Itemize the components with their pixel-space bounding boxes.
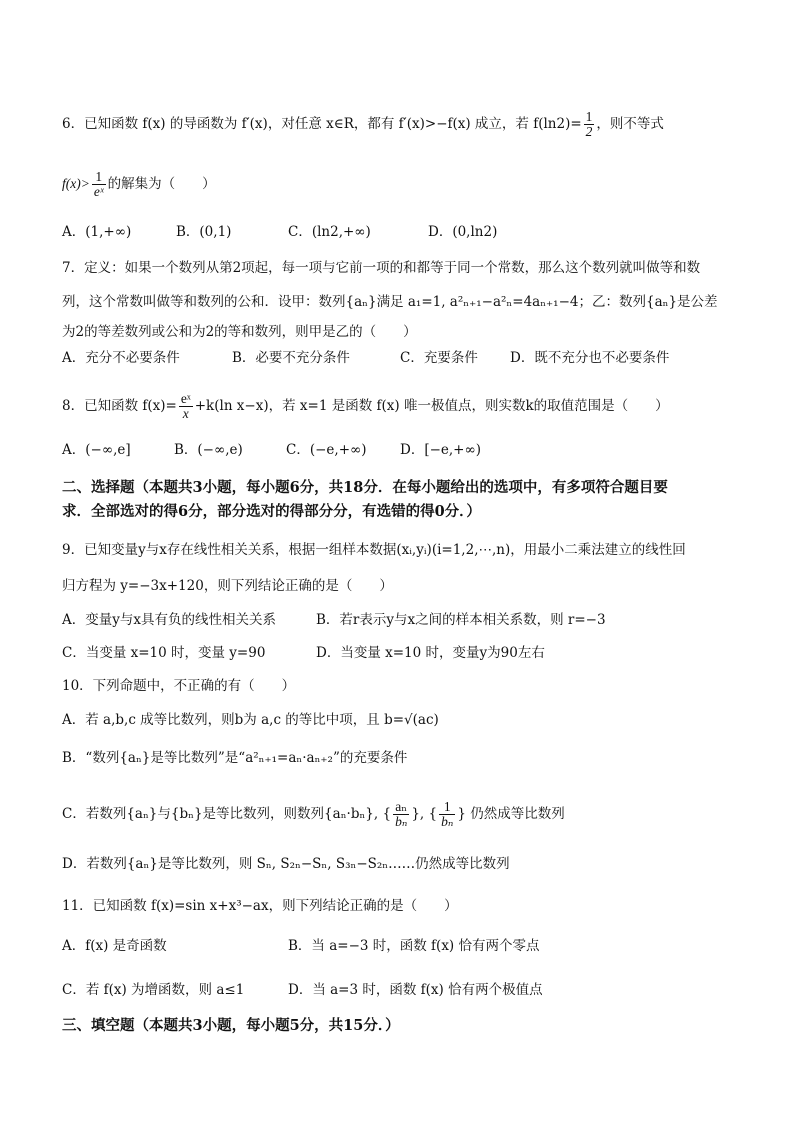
q11-option-c: C．若 f(x) 为增函数，则 a≤1 <box>62 982 245 998</box>
q6-option-b: B．(0,1) <box>176 224 232 240</box>
q6-line2-tail: 的解集为（ ） <box>107 176 216 192</box>
q6-option-c: C．(ln2,+∞) <box>288 224 371 240</box>
q6-option-a: A．(1,+∞) <box>62 224 132 240</box>
q9-line1: 9．已知变量y与x存在线性相关关系，根据一组样本数据(xᵢ,yᵢ)(i=1,2,⋯,n)，用最小二乘法建立的线性回 <box>62 542 686 558</box>
q8-frac-num: eˣ <box>180 391 191 406</box>
q6-line2-frac-den: eˣ <box>93 184 104 199</box>
q7-line3: 为2的等差数列或公和为2的等和数列，则甲是乙的（ ） <box>62 324 417 340</box>
q7-line1: 7．定义：如果一个数列从第2项起，每一项与它前一项的和都等于同一个常数，那么这个数列就叫做等和数 <box>62 260 701 276</box>
q7-option-a: A．充分不必要条件 <box>62 350 180 366</box>
q9-option-d: D．当变量 x=10 时，变量y为90左右 <box>316 645 545 661</box>
q9-option-b: B．若r表示y与x之间的样本相关系数，则 r=−3 <box>316 612 606 628</box>
q7-line2: 列，这个常数叫做等和数列的公和．设甲：数列{aₙ}满足 a₁=1, a²ₙ₊₁−a²ₙ=4aₙ₊₁−4；乙：数列{aₙ}是公差 <box>62 294 718 310</box>
q8-option-c: C．(−e,+∞) <box>286 442 367 458</box>
q10-c-fraction-1-over-b <box>439 800 455 829</box>
q8-prefix: 8．已知函数 f(x)= <box>62 398 177 414</box>
q10-option-b: B．“数列{aₙ}是等比数列”是“a²ₙ₊₁=aₙ·aₙ₊₂”的充要条件 <box>62 750 408 766</box>
q10-option-a: A．若 a,b,c 成等比数列，则b为 a,c 的等比中项，且 b=√(ac) <box>62 712 439 728</box>
q6-frac-den: 2 <box>585 124 593 139</box>
q10-c-frac1-num: aₙ <box>393 800 409 815</box>
q10-c-frac2-num: 1 <box>439 800 455 815</box>
q11-option-d: D．当 a=3 时，函数 f(x) 恰有两个极值点 <box>288 982 543 998</box>
section2-heading-line2: 求．全部选对的得6分，部分选对的得部分分，有选错的得0分．） <box>62 503 481 520</box>
q11-option-b: B．当 a=−3 时，函数 f(x) 恰有两个零点 <box>288 938 540 954</box>
q9-option-c: C．当变量 x=10 时，变量 y=90 <box>62 645 266 661</box>
q10-option-c-tail: } 仍然成等比数列 <box>457 806 565 822</box>
q8-fraction <box>179 392 193 421</box>
q10-c-fraction-a-over-b <box>393 800 409 829</box>
q10-option-d: D．若数列{aₙ}是等比数列，则 Sₙ, S₂ₙ−Sₙ, S₃ₙ−S₂ₙ……仍然成等比数列 <box>62 856 510 872</box>
q8-option-d: D．[−e,+∞) <box>400 442 482 458</box>
q6-line2-frac-num: 1 <box>92 170 106 185</box>
q9-line2: 归方程为 y=−3x+120，则下列结论正确的是（ ） <box>62 578 393 594</box>
q9-option-a: A．变量y与x具有负的线性相关关系 <box>62 612 276 628</box>
q6-line2-fraction <box>92 170 106 199</box>
q11-stem: 11．已知函数 f(x)=sin x+x³−ax，则下列结论正确的是（ ） <box>62 898 458 914</box>
q8-tail: +k(ln x−x)，若 x=1 是函数 f(x) 唯一极值点，则实数k的取值范围是（ ） <box>194 398 669 414</box>
q6-line1-text: 6．已知函数 f(x) 的导函数为 f′(x)，对任意 x∈R，都有 f′(x)>−f(x) 成立，若 f(ln2)= <box>62 116 582 132</box>
section2-heading-line1: 二、选择题（本题共3小题，每小题6分，共18分．在每小题给出的选项中，有多项符合题目要 <box>62 479 668 496</box>
q8-line <box>62 392 669 421</box>
q8-option-a: A．(−∞,e] <box>62 442 131 458</box>
q10-option-c-prefix: C．若数列{aₙ}与{bₙ}是等比数列，则数列{aₙ·bₙ}, { <box>62 806 392 822</box>
q8-option-b: B．(−∞,e) <box>174 442 243 458</box>
q6-line1-tail: ，则不等式 <box>596 116 664 132</box>
q6-option-d: D．(0,ln2) <box>428 224 498 240</box>
q6-fraction <box>584 110 595 139</box>
q10-option-c <box>62 800 565 829</box>
section3-heading: 三、填空题（本题共3小题，每小题5分，共15分．） <box>62 1017 400 1034</box>
q10-stem: 10．下列命题中，不正确的有（ ） <box>62 678 296 694</box>
q10-option-c-mid: }, { <box>411 806 438 822</box>
q7-option-c: C．充要条件 <box>400 350 478 366</box>
q6-frac-num: 1 <box>585 109 593 124</box>
q8-frac-den: x <box>182 406 189 421</box>
q10-c-frac2-den: bₙ <box>441 814 454 829</box>
q7-option-b: B．必要不充分条件 <box>232 350 350 366</box>
q11-option-a: A．f(x) 是奇函数 <box>62 938 167 954</box>
q6-line1 <box>62 110 664 139</box>
q6-line2-prefix: f(x)> <box>62 176 90 191</box>
q6-line2 <box>62 170 216 199</box>
q10-c-frac1-den: bₙ <box>395 814 408 829</box>
q7-option-d: D．既不充分也不必要条件 <box>510 350 670 366</box>
